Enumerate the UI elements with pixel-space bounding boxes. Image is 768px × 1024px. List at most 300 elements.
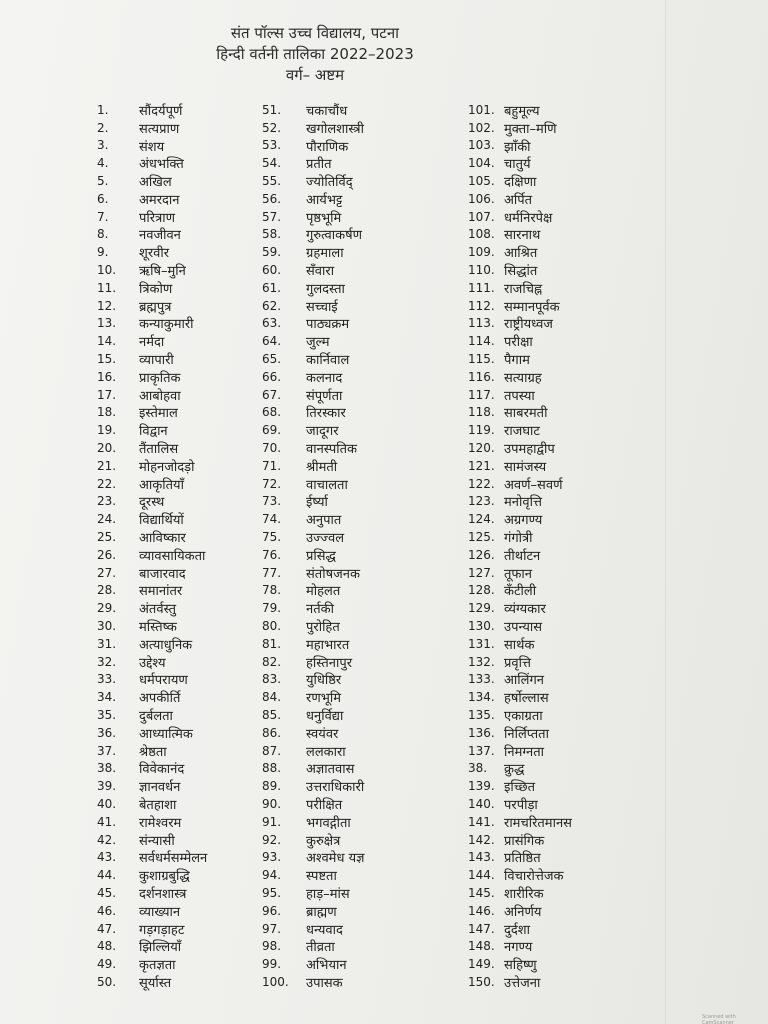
list-item	[262, 884, 364, 902]
item-number: 4.	[97, 156, 109, 171]
item-word: तपस्या	[504, 388, 535, 404]
school-name: संत पॉल्स उच्च विद्यालय, पटना	[230, 24, 400, 42]
item-number: 73.	[262, 494, 282, 509]
item-word: जुल्म	[306, 335, 330, 351]
list-item	[97, 813, 207, 831]
item-number: 41.	[97, 814, 117, 829]
item-word: सामंजस्य	[504, 459, 547, 475]
item-word: हर्षोल्लास	[504, 691, 549, 707]
list-item	[97, 635, 207, 653]
item-number: 24.	[97, 512, 117, 527]
item-number: 2.	[97, 120, 109, 135]
item-word: नवजीवन	[139, 228, 181, 244]
list-item	[468, 350, 572, 368]
item-number: 86.	[262, 725, 282, 740]
item-word: सत्याग्रह	[504, 370, 542, 386]
item-number: 16.	[97, 369, 117, 384]
list-item	[97, 582, 207, 600]
item-number: 50.	[97, 974, 117, 989]
list-item	[97, 688, 207, 706]
item-number: 123.	[468, 494, 495, 509]
item-word: परपीड़ा	[504, 797, 538, 813]
item-word: तैंतालिस	[139, 442, 179, 458]
item-number: 63.	[262, 316, 282, 331]
item-number: 105.	[468, 174, 495, 189]
item-number: 129.	[468, 601, 495, 616]
item-word: धर्मनिरपेक्ष	[504, 210, 553, 226]
item-word: स्पष्टता	[306, 869, 337, 885]
list-item	[468, 848, 572, 866]
item-number: 13.	[97, 316, 117, 331]
item-number: 87.	[262, 743, 282, 758]
list-item	[262, 831, 364, 849]
list-item	[97, 119, 207, 137]
list-item	[468, 172, 572, 190]
list-item	[97, 226, 207, 244]
item-number: 149.	[468, 957, 495, 972]
item-word: व्यावसायिकता	[139, 548, 206, 564]
item-word: सौंदर्यपूर्ण	[139, 103, 183, 119]
item-word: ललकारा	[306, 744, 346, 760]
item-word: श्रेष्ठता	[139, 744, 167, 760]
item-word: प्रवृत्ति	[504, 655, 531, 671]
list-item	[262, 582, 364, 600]
item-number: 95.	[262, 885, 282, 900]
list-item	[468, 653, 572, 671]
word-column-1	[97, 101, 207, 991]
list-item	[468, 546, 572, 564]
list-item	[97, 137, 207, 155]
item-word: राजचिह्न	[504, 281, 543, 297]
item-number: 126.	[468, 547, 495, 562]
item-number: 53.	[262, 138, 282, 153]
list-item	[262, 777, 364, 795]
item-number: 23.	[97, 494, 117, 509]
item-word: दूरस्थ	[139, 495, 165, 511]
list-item	[262, 350, 364, 368]
list-item	[468, 297, 572, 315]
item-word: कुरुक्षेत्र	[306, 833, 341, 849]
item-word: महाभारत	[306, 637, 350, 653]
list-item	[262, 404, 364, 422]
item-number: 146.	[468, 903, 495, 918]
list-item	[262, 973, 364, 991]
list-item	[468, 617, 572, 635]
item-word: आकृतियाँ	[139, 477, 184, 493]
document-title: हिन्दी वर्तनी तालिका 2022–2023	[216, 45, 414, 63]
list-item	[97, 831, 207, 849]
item-number: 92.	[262, 832, 282, 847]
item-word: अनिर्णय	[504, 904, 542, 920]
item-word: बाजारवाद	[139, 566, 186, 582]
item-word: नर्तकी	[306, 602, 334, 618]
list-item	[97, 546, 207, 564]
list-item	[262, 172, 364, 190]
item-word: त्रिकोण	[139, 281, 173, 297]
item-word: अखिल	[139, 175, 172, 191]
item-number: 7.	[97, 209, 109, 224]
list-item	[97, 457, 207, 475]
list-item	[262, 279, 364, 297]
list-item	[468, 759, 572, 777]
list-item	[262, 742, 364, 760]
list-item	[468, 866, 572, 884]
item-word: गुरुत्वाकर्षण	[306, 228, 363, 244]
item-word: स्वयंवर	[306, 726, 339, 742]
item-number: 27.	[97, 565, 117, 580]
item-word: सूर्यास्त	[139, 975, 172, 991]
item-word: अंतर्वस्तु	[139, 602, 177, 618]
list-item	[262, 759, 364, 777]
list-item	[468, 902, 572, 920]
item-word: आर्यभट्ट	[306, 192, 343, 208]
list-item	[262, 848, 364, 866]
item-number: 59.	[262, 245, 282, 260]
item-number: 88.	[262, 761, 282, 776]
item-word: विचारोत्तेजक	[504, 869, 564, 885]
item-number: 119.	[468, 423, 495, 438]
page-fold-shadow	[665, 0, 667, 1024]
item-word: सार्थक	[504, 637, 535, 653]
list-item	[262, 332, 364, 350]
list-item	[97, 742, 207, 760]
item-word: उपमहाद्वीप	[504, 442, 555, 458]
list-item	[468, 386, 572, 404]
item-number: 32.	[97, 654, 117, 669]
item-number: 103.	[468, 138, 495, 153]
item-word: अश्वमेध यज्ञ	[306, 851, 365, 867]
list-item	[468, 332, 572, 350]
list-item	[468, 884, 572, 902]
item-word: उत्तराधिकारी	[306, 780, 365, 796]
item-word: परीक्षा	[504, 335, 533, 351]
item-number: 137.	[468, 743, 495, 758]
item-word: रामचरितमानस	[504, 815, 572, 831]
list-item	[97, 795, 207, 813]
item-number: 69.	[262, 423, 282, 438]
item-number: 135.	[468, 707, 495, 722]
list-item	[97, 332, 207, 350]
item-word: संपूर्णता	[306, 388, 343, 404]
item-word: बहुमूल्य	[504, 103, 540, 119]
item-number: 47.	[97, 921, 117, 936]
item-word: अग्रगण्य	[504, 513, 543, 529]
item-number: 74.	[262, 512, 282, 527]
item-number: 122.	[468, 476, 495, 491]
item-word: समानांतर	[139, 584, 183, 600]
list-item	[468, 457, 572, 475]
item-number: 109.	[468, 245, 495, 260]
list-item	[97, 866, 207, 884]
item-word: अपकीर्ति	[139, 691, 181, 707]
list-item	[468, 671, 572, 689]
item-number: 130.	[468, 619, 495, 633]
item-word: व्याख्यान	[139, 904, 181, 920]
item-word: अभियान	[306, 958, 347, 974]
item-word: कन्याकुमारी	[139, 317, 194, 333]
list-item	[97, 261, 207, 279]
list-item	[262, 226, 364, 244]
item-number: 29.	[97, 601, 117, 616]
item-number: 61.	[262, 280, 282, 295]
item-word: प्राकृतिक	[139, 370, 181, 386]
list-item	[97, 617, 207, 635]
item-word: पाठ्यक्रम	[306, 317, 350, 333]
list-item	[262, 386, 364, 404]
item-number: 51.	[262, 102, 282, 117]
item-number: 111.	[468, 280, 495, 295]
item-word: तिरस्कार	[306, 406, 346, 422]
item-word: जादूगर	[306, 424, 339, 440]
item-word: सर्वधर्मसम्मेलन	[139, 851, 208, 867]
item-word: गुलदस्ता	[306, 281, 345, 297]
list-item	[468, 421, 572, 439]
item-number: 91.	[262, 814, 282, 829]
list-item	[97, 848, 207, 866]
item-number: 139.	[468, 779, 495, 794]
item-number: 116.	[468, 369, 495, 384]
list-item	[468, 528, 572, 546]
list-item	[97, 475, 207, 493]
item-word: विद्यार्थियों	[139, 513, 184, 529]
item-number: 98.	[262, 939, 282, 954]
item-word: इस्तेमाल	[139, 406, 178, 422]
item-word: गंगोत्री	[504, 531, 533, 547]
list-item	[97, 208, 207, 226]
item-number: 141.	[468, 814, 495, 829]
item-word: परीक्षित	[306, 797, 343, 813]
list-item	[262, 137, 364, 155]
item-word: राष्ट्रीयध्वज	[504, 317, 553, 333]
list-item	[468, 582, 572, 600]
list-item	[468, 101, 572, 119]
item-word: मोहलत	[306, 584, 341, 600]
item-word: कुशाग्रबुद्धि	[139, 869, 190, 885]
item-word: सत्यप्राण	[139, 121, 180, 137]
item-number: 49.	[97, 957, 117, 972]
item-number: 26.	[97, 547, 117, 562]
list-item	[468, 154, 572, 172]
item-number: 89.	[262, 779, 282, 794]
item-number: 120.	[468, 441, 495, 456]
item-number: 145.	[468, 885, 495, 900]
item-word: कँटीली	[504, 584, 537, 600]
item-number: 80.	[262, 619, 282, 633]
item-word: उद्देश्य	[139, 655, 166, 671]
item-word: अमरदान	[139, 192, 180, 208]
list-item	[468, 813, 572, 831]
item-word: दुर्बलता	[139, 709, 173, 724]
item-word: सच्चाई	[306, 299, 338, 315]
item-number: 65.	[262, 352, 282, 367]
item-number: 58.	[262, 227, 282, 242]
item-word: मोहनजोदड़ो	[139, 459, 195, 475]
item-number: 46.	[97, 903, 117, 918]
item-word: आध्यात्मिक	[139, 726, 193, 742]
item-number: 84.	[262, 690, 282, 705]
list-item	[262, 261, 364, 279]
item-word: श्रीमती	[306, 459, 338, 475]
item-number: 78.	[262, 583, 282, 598]
item-word: भगवद्गीता	[306, 815, 351, 831]
list-item	[262, 795, 364, 813]
item-number: 150.	[468, 974, 495, 989]
item-word: सिद्धांत	[504, 264, 538, 280]
item-word: ऋषि–मुनि	[139, 264, 186, 280]
list-item	[468, 635, 572, 653]
item-word: ब्राह्मण	[306, 904, 337, 920]
item-word: एकाग्रता	[504, 709, 543, 724]
item-number: 68.	[262, 405, 282, 420]
item-word: पैगाम	[504, 353, 530, 369]
item-word: इच्छित	[504, 780, 536, 796]
list-item	[468, 937, 572, 955]
list-item	[262, 154, 364, 172]
item-number: 10.	[97, 263, 117, 278]
list-item	[468, 208, 572, 226]
item-word: धन्यवाद	[306, 922, 343, 938]
item-word: विवेकानंद	[139, 762, 185, 778]
item-word: राजघाट	[504, 424, 540, 440]
list-item	[468, 368, 572, 386]
list-item	[468, 973, 572, 991]
list-item	[97, 101, 207, 119]
item-number: 115.	[468, 352, 495, 367]
item-number: 85.	[262, 707, 282, 722]
item-number: 14.	[97, 334, 117, 349]
item-number: 77.	[262, 565, 282, 580]
list-item	[262, 937, 364, 955]
list-item	[468, 564, 572, 582]
item-word: पृष्ठभूमि	[306, 210, 342, 226]
list-item	[97, 759, 207, 777]
item-word: मनोवृत्ति	[504, 495, 542, 511]
item-word: शूरवीर	[139, 246, 170, 262]
list-item	[468, 920, 572, 938]
item-number: 28.	[97, 583, 117, 598]
item-word: निर्लिप्तता	[504, 726, 549, 742]
item-word: व्यंग्यकार	[504, 602, 546, 618]
item-number: 133.	[468, 672, 495, 687]
list-item	[262, 653, 364, 671]
item-word: पौराणिक	[306, 139, 349, 155]
item-number: 25.	[97, 530, 117, 545]
item-word: वानस्पतिक	[306, 442, 358, 458]
list-item	[262, 315, 364, 333]
list-item	[262, 635, 364, 653]
item-number: 94.	[262, 868, 282, 883]
item-word: अर्पित	[504, 192, 533, 208]
item-word: पुरोहित	[306, 620, 340, 636]
list-item	[262, 617, 364, 635]
item-number: 8.	[97, 227, 109, 242]
item-word: मस्तिष्क	[139, 620, 177, 636]
item-number: 19.	[97, 423, 117, 438]
item-word: ईर्ष्या	[306, 495, 328, 511]
item-number: 83.	[262, 672, 282, 687]
item-number: 48.	[97, 939, 117, 954]
list-item	[468, 439, 572, 457]
list-item	[468, 475, 572, 493]
list-item	[262, 190, 364, 208]
item-word: खगोलशास्त्री	[306, 121, 364, 137]
item-number: 15.	[97, 352, 117, 367]
item-word: हस्तिनापुर	[306, 655, 353, 671]
item-number: 112.	[468, 298, 495, 313]
list-item	[468, 955, 572, 973]
item-word: आविष्कार	[139, 531, 186, 547]
list-item	[97, 368, 207, 386]
item-number: 55.	[262, 174, 282, 189]
item-number: 67.	[262, 387, 282, 402]
list-item	[468, 243, 572, 261]
item-number: 136.	[468, 725, 495, 740]
item-number: 35.	[97, 707, 117, 722]
item-number: 82.	[262, 654, 282, 669]
item-word: अत्याधुनिक	[139, 637, 193, 653]
item-word: झाँकी	[504, 139, 531, 155]
item-word: क्रुद्ध	[504, 762, 525, 778]
item-number: 17.	[97, 387, 117, 402]
item-number: 113.	[468, 316, 495, 331]
list-item	[97, 510, 207, 528]
item-word: रणभूमि	[306, 691, 341, 707]
item-number: 114.	[468, 334, 495, 349]
list-item	[97, 528, 207, 546]
item-number: 64.	[262, 334, 282, 349]
item-number: 60.	[262, 263, 282, 278]
list-item	[97, 955, 207, 973]
item-number: 75.	[262, 530, 282, 545]
list-item	[97, 243, 207, 261]
item-number: 34.	[97, 690, 117, 705]
item-word: परित्राण	[139, 210, 176, 226]
list-item	[262, 510, 364, 528]
list-item	[262, 101, 364, 119]
class-label: वर्ग– अष्टम	[285, 66, 345, 84]
list-item	[262, 724, 364, 742]
list-item	[97, 884, 207, 902]
item-word: गड़गड़ाहट	[139, 922, 185, 938]
item-word: अवर्ण–सवर्ण	[504, 477, 563, 493]
item-number: 57.	[262, 209, 282, 224]
list-item	[468, 742, 572, 760]
item-number: 96.	[262, 903, 282, 918]
item-word: शारीरिक	[504, 886, 544, 902]
item-word: उत्तेजना	[504, 975, 541, 991]
list-item	[468, 831, 572, 849]
scanner-stamp: Scanned with CamScanner	[702, 1014, 736, 1024]
list-item	[97, 706, 207, 724]
list-item	[262, 421, 364, 439]
list-item	[468, 688, 572, 706]
list-item	[97, 315, 207, 333]
item-word: तूफान	[504, 566, 533, 582]
item-word: आबोहवा	[139, 388, 181, 404]
item-word: कलनाद	[306, 370, 343, 386]
item-number: 107.	[468, 209, 495, 224]
item-word: मुक्ता–मणि	[504, 121, 557, 137]
item-word: व्यापारी	[139, 353, 174, 369]
item-number: 110.	[468, 263, 495, 278]
item-number: 140.	[468, 796, 495, 811]
list-item	[97, 350, 207, 368]
item-word: तीर्थाटन	[504, 548, 541, 564]
item-word: नगण्य	[504, 940, 533, 956]
list-item	[97, 493, 207, 511]
item-number: 72.	[262, 476, 282, 491]
item-number: 1.	[97, 102, 109, 117]
